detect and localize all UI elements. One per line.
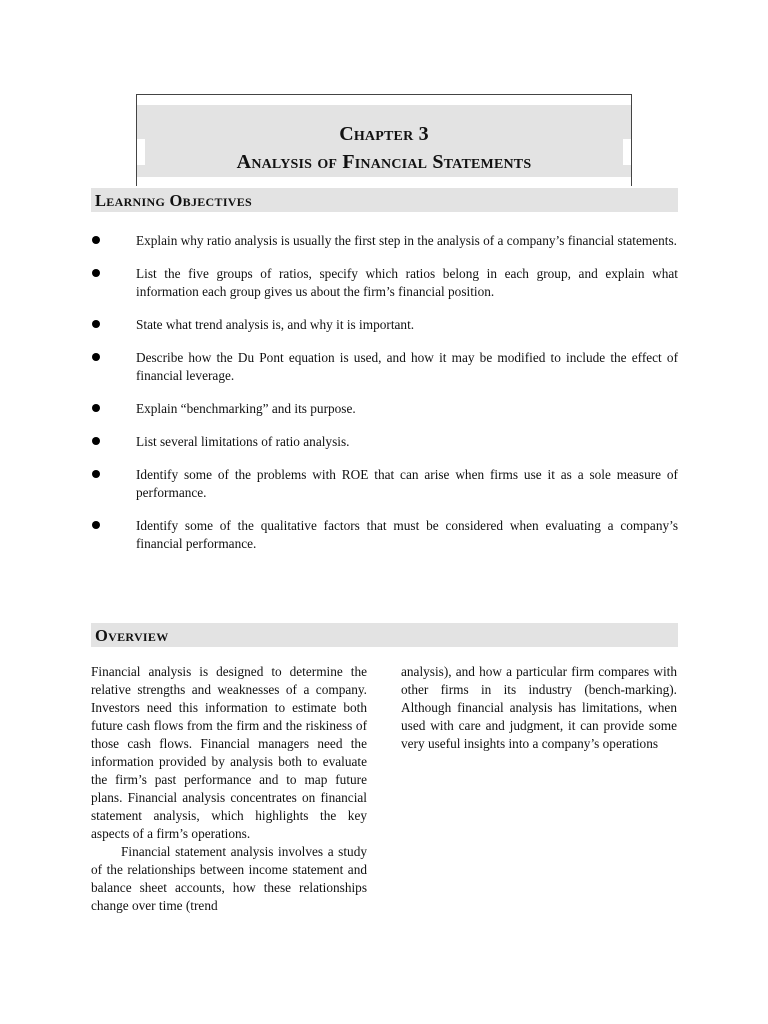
objective-item	[91, 265, 678, 301]
objective-text: Identify some of the qualitative factors that must be considered when evaluating a company’s financial performance.	[136, 518, 678, 551]
bullet-icon	[92, 521, 100, 529]
overview-heading: Overview	[95, 626, 169, 645]
objective-item	[91, 316, 678, 334]
objective-item	[91, 466, 678, 502]
overview-left-column	[91, 663, 367, 915]
bullet-icon	[92, 353, 100, 361]
chapter-label: Chapter 3	[339, 123, 429, 145]
overview-paragraph: analysis), and how a particular firm compares with other firms in its industry (bench-marking). Although financial analysis has limitations, when used with care and judgment, it can provide some very useful insights into a company’s operations	[401, 664, 677, 751]
overview-paragraph: Financial analysis is designed to determine the relative strengths and weaknesses of a company. Investors need this information to estimate both future cash flows from the firm and the riskiness of those cash flows. Financial managers need the information provided by analysis both to evaluate the firm’s past performance and to map future plans. Financial analysis concentrates on financial statement analysis, which highlights the key aspects of a firm’s operations.	[91, 664, 367, 841]
learning-objectives-list	[91, 232, 678, 568]
objective-text: Explain “benchmarking” and its purpose.	[136, 401, 356, 416]
objective-item	[91, 433, 678, 451]
overview-heading-bar	[91, 623, 678, 647]
objective-item	[91, 232, 678, 250]
objective-text: List several limitations of ratio analysis.	[136, 434, 350, 449]
objective-text: State what trend analysis is, and why it is important.	[136, 317, 415, 332]
chapter-header-band	[137, 105, 631, 177]
objective-item	[91, 517, 678, 553]
bullet-icon	[92, 470, 100, 478]
chapter-header-box	[136, 94, 632, 186]
learning-objectives-heading: Learning Objectives	[95, 191, 253, 210]
bullet-icon	[92, 404, 100, 412]
chapter-title: Analysis of Financial Statements	[236, 151, 532, 173]
bullet-icon	[92, 437, 100, 445]
objective-text: Explain why ratio analysis is usually the first step in the analysis of a company’s financial statements.	[136, 233, 677, 248]
objective-text: List the five groups of ratios, specify which ratios belong in each group, and explain what information each group gives us about the firm’s financial position.	[136, 266, 678, 299]
overview-paragraph: Financial statement analysis involves a study of the relationships between income statement and balance sheet accounts, how these relationships change over time (trend	[91, 844, 367, 913]
objective-item	[91, 400, 678, 418]
bullet-icon	[92, 236, 100, 244]
header-notch-left	[137, 139, 145, 165]
header-notch-right	[623, 139, 631, 165]
objective-text: Describe how the Du Pont equation is used, and how it may be modified to include the effect of financial leverage.	[136, 350, 678, 383]
objective-item	[91, 349, 678, 385]
learning-objectives-heading-bar	[91, 188, 678, 212]
overview-right-column	[401, 663, 677, 753]
bullet-icon	[92, 269, 100, 277]
objective-text: Identify some of the problems with ROE that can arise when firms use it as a sole measure of performance.	[136, 467, 678, 500]
bullet-icon	[92, 320, 100, 328]
